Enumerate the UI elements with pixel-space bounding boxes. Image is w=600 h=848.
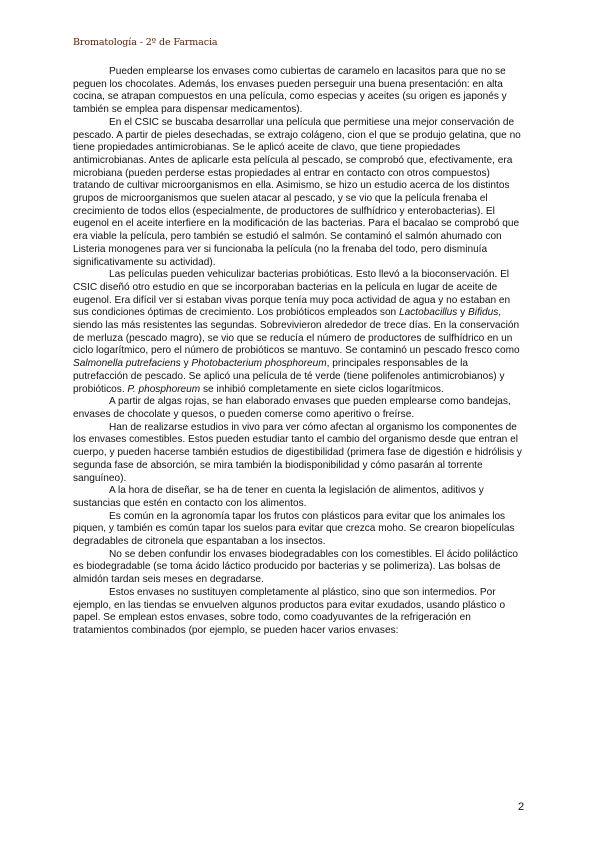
paragraph-6: A la hora de diseñar, se ha de tener en cuenta la legislación de alimentos, aditivos y sustancias que estén en contacto con los alimentos. [73,485,484,509]
paragraph-1: Pueden emplearse los envases como cubiertas de caramelo en lacasitos para que no se peguen los chocolates. Además, los envases pueden perseguir una buena presentación: en alta cocina, se atrapan compuestos en una película, como especias y aceites (su origen es japonés y también se emplea para dispensar medicamentos). [73,66,507,116]
paragraph-3-text: se inhibió completamente en siete ciclos logarítmicos. [200,383,444,395]
term-bifidus: Bifidus [468,307,499,319]
paragraph-5: Han de realizarse estudios in vivo para ver cómo afectan al organismo los componentes de los envases comestibles. Estos pueden estudiar tanto el cambio del organismo desde que entran el cuerpo, y pueden hacerse también estudios de digestibilidad (primera fase de digestión e hidrólisis y segunda fase de absorción, se mira también la biodisponibilidad y cómo pasarán al torrente sanguíneo). [73,421,522,484]
page-number: 2 [518,801,525,813]
body-text [73,66,525,638]
term-p-phosphoreum: P. phosphoreum [127,383,201,395]
paragraph-2: En el CSIC se buscaba desarrollar una película que permitiese una mejor conservación de pescado. A partir de pieles desechadas, se extrajo colágeno, cion el que se produjo gelatina, que no tiene propiedades antimicrobianas. Se le aplicó aceite de clavo, que tiene propiedades antimicrobianas. Antes de aplicarle esta película al pescado, se comprobó que, efectivamente, era microbiana (pueden perderse estas propiedades al entrar en contacto con otros compuestos) tratando de cultivar microorganismos en ella. Asimismo, se hizo un estudio acerca de los distintos grupos de microorganismos que suelen atacar al pescado, y se vio que la película frenaba el crecimiento de todos ellos (especialmente, de productores de sulfhídrico y enterobacterias). El eugenol en el aceite interfiere en la modificación de las bacterias. Para el bacalao se comprobó que era viable la película, pero también se estudió el salmón. Se contaminó el salmón ahumado con Listeria monogenes para ver si funcionaba la película (no la frenaba del todo, pero disminuía significativamente su actividad). [73,116,521,268]
paragraph-3-text: Las películas pueden vehiculizar bacterias probióticas. Esto llevó a la bioconservación. El CSIC diseñó otro estudio en que se incorporaban bacterias en la película en lugar de aceite de eugenol. Era difícil ver si estaban vivas porque tenía muy poca actividad de agua y no estaban en sus condiciones óptimas de crecimiento. Los probióticos empleados son [73,269,511,319]
paragraph-3-text: , principales responsables de la putrefacción de pescado. Se aplicó una película de té verde (tiene polifenoles antimicrobianos) y probióticos. [73,358,505,395]
paragraph-3 [73,269,525,396]
paragraph-3-text: y [180,358,192,370]
paragraph-3-text: , siendo las más resistentes las segundas. Sobrevivieron alrededor de trece días. En la conservación de merluza (pescado magro), se vio que se reducía el número de productores de sulfhídrico en un ciclo logarítmico, pero el número de probióticos se mantuvo. Se contaminó un pescado fresco como [73,307,520,357]
paragraph-3-text: y [457,307,468,319]
paragraph-7: Es común en la agronomía tapar los frutos con plásticos para evitar que los animales los piquen, y también es común tapar los suelos para evitar que crezca moho. Se crearon biopelículas degradables de citronela que espantaban a los insectos. [73,510,515,548]
term-photobacterium: Photobacterium phosphoreum [191,358,327,370]
term-salmonella: Salmonella putrefaciens [73,358,181,370]
paragraph-8: No se deben confundir los envases biodegradables con los comestibles. El ácido poliláctico es biodegradable (se toma ácido láctico producido por bacterias y se polimeriza). Las bolsas de almidón tardan seis meses en degradarse. [73,548,519,586]
paragraph-4: A partir de algas rojas, se han elaborado envases que pueden emplearse como bandejas, envases de chocolate y quesos, o pueden comerse como aperitivo o freírse. [73,396,511,420]
term-lactobacillus: Lactobacillus [398,307,458,319]
paragraph-9: Estos envases no sustituyen completamente al plástico, sino que son intermedios. Por ejemplo, en las tiendas se envuelven algunos productos para evitar exudados, usando plástico o papel. Se emplean estos envases, sobre todo, como coadyuvantes de la refrigeración en tratamientos combinados (por ejemplo, se pueden hacer varios envases: [73,586,506,636]
running-header: Bromatología - 2º de Farmacia [73,37,218,48]
